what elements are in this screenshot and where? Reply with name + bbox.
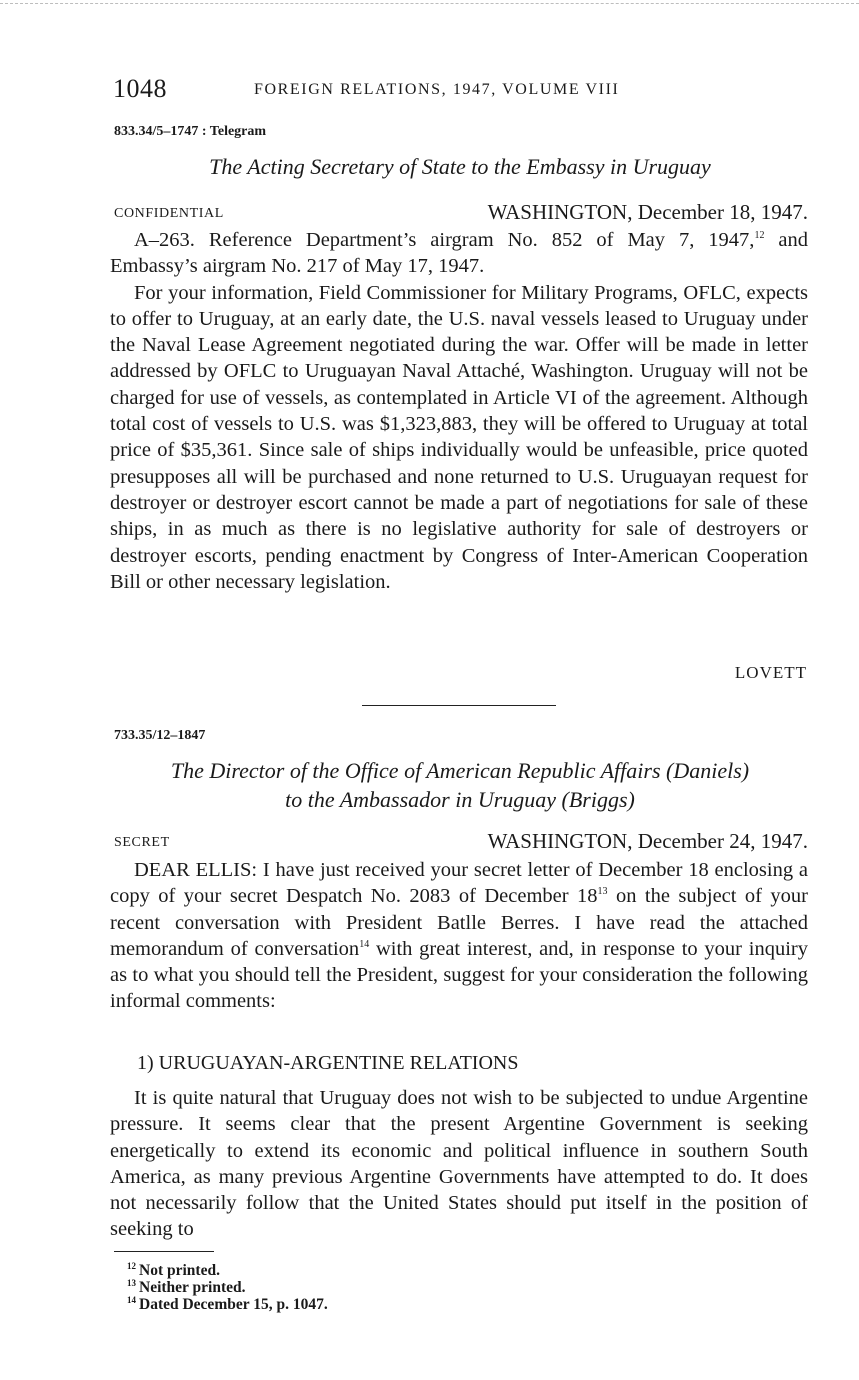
doc1-file-ref: 833.34/5–1747 : Telegram [114,124,267,139]
doc1-dateline: WASHINGTON, December 18, 1947. [487,200,808,224]
section-heading: 1) URUGUAYAN-ARGENTINE RELATIONS [137,1052,519,1074]
doc1-classification: CONFIDENTIAL [114,206,224,221]
doc1-paragraph-2: For your information, Field Commissioner for Military Programs, OFLC, expects to offer to Uruguay, at an early date, the U.S. naval vessels leased to Uruguay under the Naval Lease Agreement negotiated during the war. Offer will be made in letter addressed by OFLC to Uruguayan Naval Attaché, Washington. Uruguay will not be charged for use of vessels, as contemplated in Article VI of the agreement. Although total cost of vessels to U.S. was $1,323,883, they will be offered to Uruguay at total price of $35,361. Since sale of ships individually would be unfeasible, price quoted presupposes all will be purchased and none returned to U.S. Uruguayan request for destroyer or destroyer escort cannot be made a part of negotiations for sale of these ships, in as much as there is no legislative authority for sale of destroyers or destroyer escorts, pending enactment by Congress of Inter-American Cooperation Bill or other necessary legislation. [110,281,808,593]
doc2-title-line-2: to the Ambassador in Uruguay (Briggs) [285,787,635,812]
footnotes [127,1262,328,1313]
footnote-12: $^{12}$ Not printed. [127,1260,220,1279]
running-title: FOREIGN RELATIONS, 1947, VOLUME VIII [254,81,620,98]
doc2-body-continued [110,1085,808,1243]
footnote-ref-14: 14 [359,939,370,951]
doc1-body [110,227,808,595]
doc2-title [110,756,810,814]
doc2-title-line-1: The Director of the Office of American Republic Affairs (Daniels) [170,758,750,783]
doc2-paragraph-1: DEAR ELLIS: I have just received your secret letter of December 18 enclosing a copy of your secret Despatch No. 2083 of December 18$^{13}$ on the subject of your recent conversation with President Batlle Berres. I have read the attached memorandum of conversation$^{14}$ with great interest, and, in response to your inquiry as to what you should tell the President, suggest for your consideration the following informal comments: [110,859,808,1013]
footnote-ref-13: 13 [597,886,608,898]
doc1-title: The Acting Secretary of State to the Embassy in Uruguay [209,154,711,179]
salutation: DEAR ELLIS: [134,859,258,881]
footnote-14: $^{14}$ Dated December 15, p. 1047. [127,1294,328,1313]
page-number: 1048 [113,74,167,103]
doc1-paragraph-1: A–263. Reference Department’s airgram No. 852 of May 7, 1947,12 and Embassy’s airgram No. 217 of May 17, 1947. [110,229,808,278]
section-divider [362,705,556,706]
doc2-paragraph-2: It is quite natural that Uruguay does not wish to be subjected to undue Argentine pressure. It seems clear that the present Argentine Government is seeking energetically to extend its economic and political influence in southern South America, as many previous Argentine Governments have attempted to do. It does not necessarily follow that the United States should put itself in the position of seeking to [110,1087,808,1241]
top-scan-edge [0,3,859,4]
doc2-file-ref: 733.35/12–1847 [114,728,206,743]
doc1-signature: LOVETT [734,663,807,682]
page-header [113,74,813,108]
doc2-dateline: WASHINGTON, December 24, 1947. [487,829,808,853]
doc2-body-intro [110,857,808,1015]
footnote-ref-12: 12 [754,230,765,242]
footnote-rule [114,1251,214,1252]
doc1-classification-row [114,197,808,225]
footnote-13: $^{13}$ Neither printed. [127,1277,246,1296]
doc2-classification: SECRET [114,835,170,850]
doc2-classification-row [114,826,808,854]
